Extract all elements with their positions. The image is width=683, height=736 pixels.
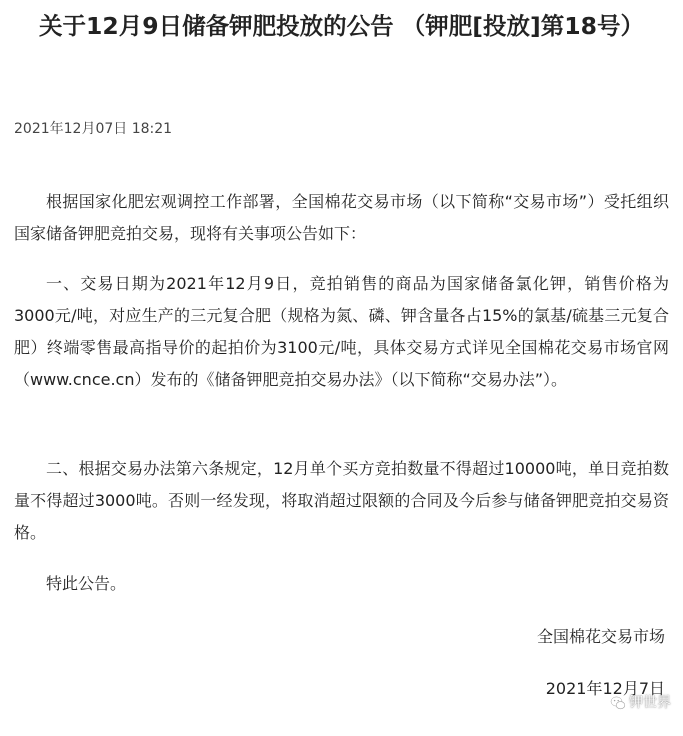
paragraph-intro: 根据国家化肥宏观调控工作部署，全国棉花交易市场（以下简称“交易市场”）受托组织国家储备钾肥竞拍交易，现将有关事项公告如下： — [14, 192, 669, 243]
paragraph-item-two: 二、根据交易办法第六条规定，12月单个买方竞拍数量不得超过10000吨，单日竞拍数量不得超过3000吨。否则一经发现，将取消超过限额的合同及今后参与储备钾肥竞拍交易资格。 — [14, 459, 669, 542]
paragraph-closing: 特此公告。 — [46, 574, 127, 593]
signature-organization: 全国棉花交易市场 — [536, 627, 665, 646]
notice-title: 关于12月9日储备钾肥投放的公告 （钾肥[投放]第18号） — [39, 12, 644, 40]
signature-date: 2021年12月7日 — [545, 679, 665, 698]
watermark-text: 钾世界 — [629, 695, 671, 711]
wechat-icon — [610, 695, 626, 711]
publish-timestamp: 2021年12月07日 18:21 — [14, 121, 173, 137]
watermark — [610, 694, 671, 712]
paragraph-item-one: 一、交易日期为2021年12月9日，竞拍销售的商品为国家储备氯化钾，销售价格为3000元/吨，对应生产的三元复合肥（规格为氮、磷、钾含量各占15%的氯基/硫基三元复合肥）终端零售最高指导价的起拍价为3100元/吨，具体交易方式详见全国棉花交易市场官网（www.cnce.cn）发布的《储备钾肥竞拍交易办法》（以下简称“交易办法”）。 — [14, 274, 669, 389]
